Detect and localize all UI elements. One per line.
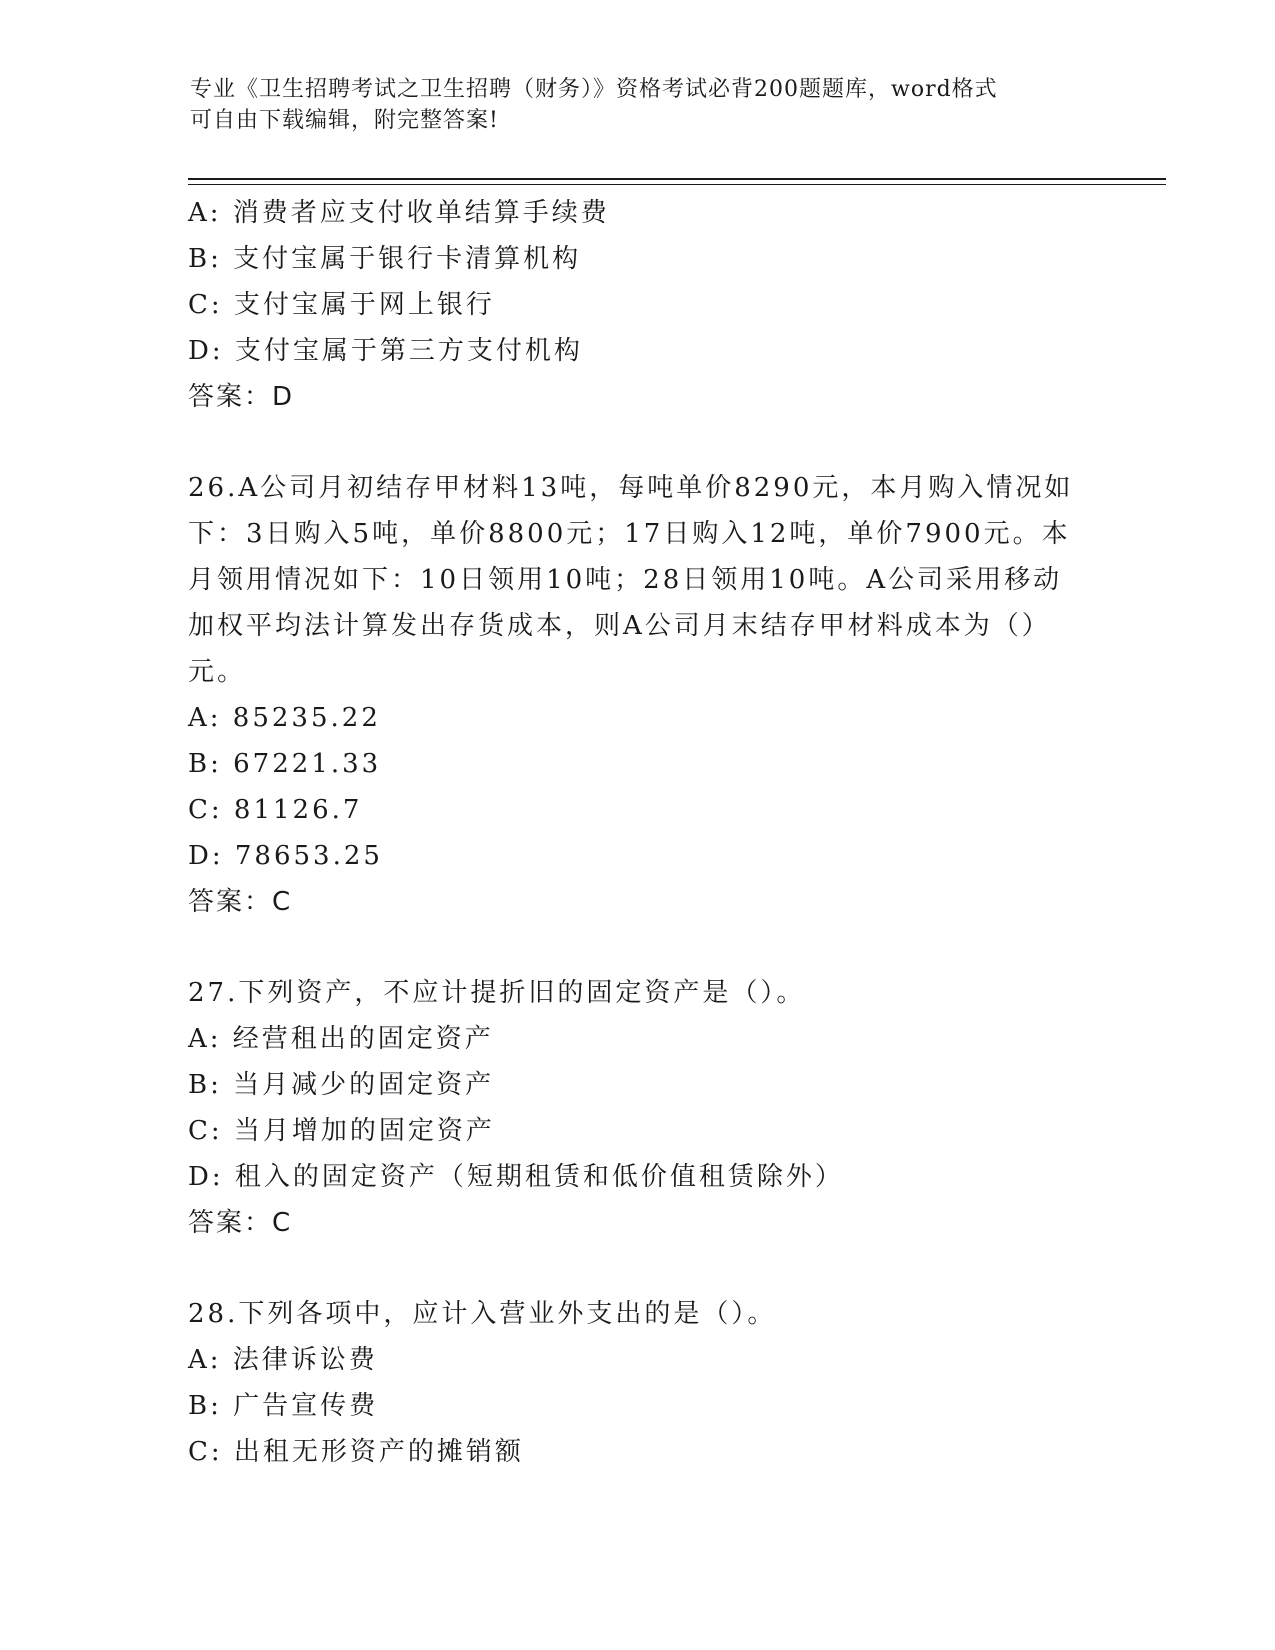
option-d: D: 租入的固定资产（短期租赁和低价值租赁除外） [188, 1162, 844, 1192]
option-c: C: 支付宝属于网上银行 [188, 290, 495, 320]
option-b: B: 当月减少的固定资产 [188, 1070, 495, 1100]
question-stem-line: 加权平均法计算发出存货成本，则A公司月末结存甲材料成本为（） [188, 611, 1051, 641]
option-a: A: 85235.22 [188, 703, 381, 733]
option-b: B: 67221.33 [188, 749, 382, 779]
document-header [190, 74, 1090, 136]
option-b: B: 支付宝属于银行卡清算机构 [188, 244, 582, 274]
question-27 [188, 970, 1088, 1246]
header-divider-thin [188, 184, 1166, 185]
spacer [188, 1246, 1088, 1291]
option-c: C: 出租无形资产的摊销额 [188, 1437, 524, 1467]
header-line-2: 可自由下载编辑，附完整答案! [190, 108, 499, 133]
spacer [188, 420, 1088, 465]
question-stem-line: 26.A公司月初结存甲材料13吨，每吨单价8290元，本月购入情况如 [188, 473, 1074, 503]
question-28 [188, 1291, 1088, 1475]
option-c: C: 当月增加的固定资产 [188, 1116, 495, 1146]
header-divider-thick [188, 178, 1166, 180]
question-stem-line: 月领用情况如下：10日领用10吨；28日领用10吨。A公司采用移动 [188, 565, 1063, 595]
option-b: B: 广告宣传费 [188, 1391, 379, 1421]
spacer [188, 925, 1088, 970]
option-d: D: 78653.25 [188, 841, 383, 871]
option-d: D: 支付宝属于第三方支付机构 [188, 336, 583, 366]
answer: 答案：D [188, 382, 295, 412]
option-a: A: 法律诉讼费 [188, 1345, 378, 1375]
answer: 答案：C [188, 1208, 293, 1238]
option-a: A: 经营租出的固定资产 [188, 1024, 494, 1054]
question-25 [188, 190, 1088, 420]
option-a: A: 消费者应支付收单结算手续费 [188, 198, 610, 228]
option-c: C: 81126.7 [188, 795, 363, 825]
question-26 [188, 465, 1088, 925]
header-line-1: 专业《卫生招聘考试之卫生招聘（财务）》资格考试必背200题题库，word格式 [190, 77, 998, 102]
question-stem-line: 下：3日购入5吨，单价8800元；17日购入12吨，单价7900元。本 [188, 519, 1071, 549]
question-stem: 27.下列资产，不应计提折旧的固定资产是（）。 [188, 978, 806, 1008]
question-stem-line: 元。 [188, 657, 247, 687]
question-stem: 28.下列各项中，应计入营业外支出的是（）。 [188, 1299, 777, 1329]
question-list [188, 190, 1088, 1475]
answer: 答案：C [188, 887, 293, 917]
